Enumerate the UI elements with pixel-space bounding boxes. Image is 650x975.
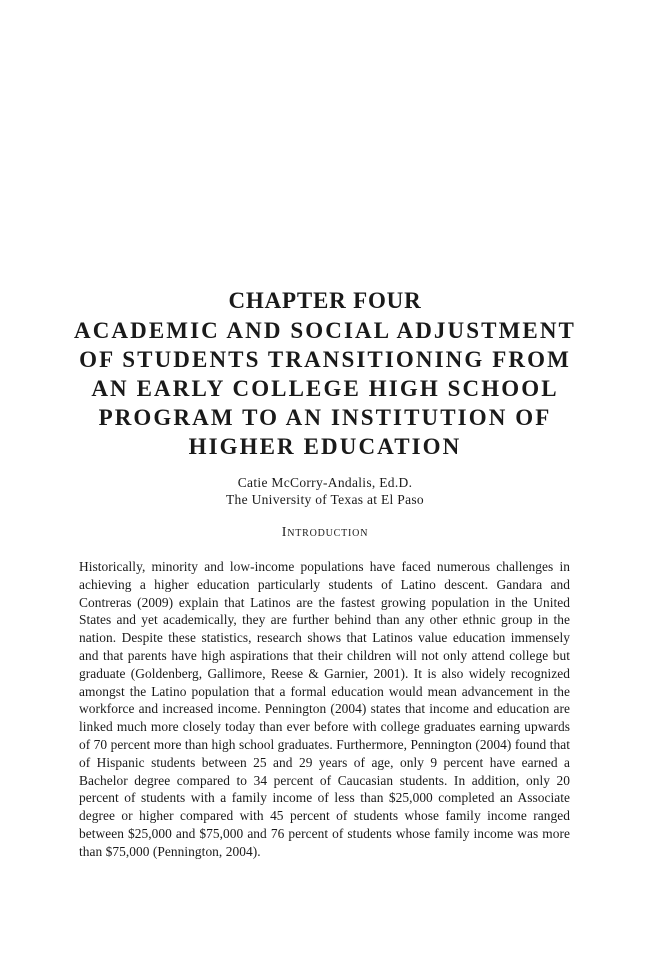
body-paragraph: Historically, minority and low-income populations have faced numerous challenges in achieving a higher education particularly students of Latino descent. Gandara and Contreras (2009) explain that Latinos are the fastest growing population in the United States and yet academically, they are further behind than any other ethnic group in the nation. Despite these statistics, research shows that Latinos value education immensely and that parents have high aspirations that their children will not only attend college but graduate (Goldenberg, Gallimore, Reese & Garnier, 2001). It is also widely recognized amongst the Latino population that a formal education would mean advancement in the workforce and increased income. Pennington (2004) states that income and education are linked much more closely today than ever before with college graduates earning upwards of 70 percent more than high school graduates. Furthermore, Pennington (2004) found that of Hispanic students between 25 and 29 years of age, only 9 percent have earned a Bachelor degree compared to 34 percent of Caucasian students. In addition, only 20 percent of students with a family income of less than $25,000 completed an Associate degree or higher compared with 45 percent of students whose family income ranged between $25,000 and $75,000 and 76 percent of students whose family income was more than $75,000 (Pennington, 2004). (79, 559, 570, 859)
author-affiliation: The University of Texas at El Paso (226, 492, 424, 507)
author-name: Catie McCorry-Andalis, Ed.D. (237, 475, 413, 490)
section-heading: Introduction (281, 525, 369, 540)
chapter-title: ACADEMIC AND SOCIAL ADJUSTMENT OF STUDENTS TRANSITIONING FROM AN EARLY COLLEGE HIGH SCHOOL PROGRAM TO AN INSTITUTION OF HIGHER EDUCATION (74, 318, 576, 459)
chapter-label: CHAPTER FOUR (228, 288, 422, 313)
